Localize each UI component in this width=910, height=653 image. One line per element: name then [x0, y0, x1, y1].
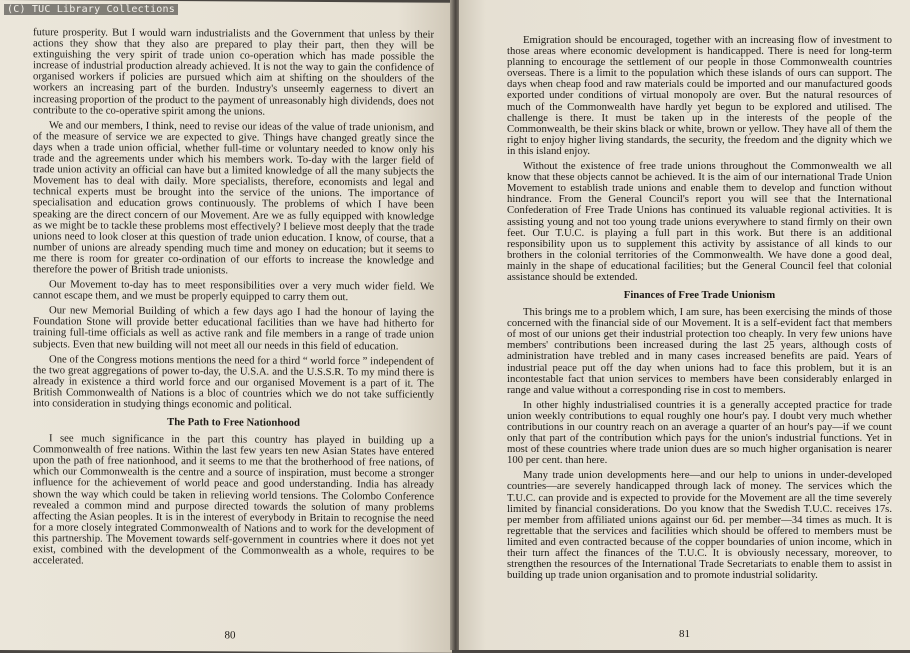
left-paragraph-5: One of the Congress motions mentions the need for a third “ world force ” independent of the two great aggregations of power to-day, the U.S.A. and the U.S.S.R. To my mind there is already in existence a third world force and our organised Movement is a part of it. The British Commonwealth of Nations is a bloc of countries which we do not take sufficiently into consideration in studying things economic and political. — [33, 352, 434, 411]
watermark: (C) TUC Library Collections — [4, 4, 178, 15]
right-page-number: 81 — [679, 628, 690, 640]
left-section-heading: The Path to Free Nationhood — [167, 416, 300, 429]
right-paragraph-5: Many trade union developments here—and our help to unions in under-developed countries—are severely handicapped through lack of money. The services which the T.U.C. can provide and is expected to provide for the Movement are all the time severely limited by financial considerations. Do you know that the Swedish T.U.C. receives 17s. per member from affiliated unions against our 6d. per member—34 times as much. It is regrettable that the services and facilities which should be offered to members must be limited and even contracted because of the copper boundaries of union income, which in their turn affect the finances of the T.U.C. It is obviously necessary, moreover, to strengthen the resources of the International Trade Secretariats to enable them to assist in building up trade union organisation and to promote industrial solidarity. — [507, 469, 892, 582]
left-page-number: 80 — [224, 629, 236, 642]
left-paragraph-6: I see much significance in the part this country has played in building up a Commonwealth of free nations. Within the last few years ten new Asian States have entered upon the path of free nationhood, and it seems to me that the brotherhood of free nations, of which our Commonwealth is the centre and a source of inspiration, must become a stronger influence for the achievement of world peace and good understanding. India has already shown the way which could be taken in relieving world tensions. The Colombo Conference revealed a common mind and purpose directed towards the solution of many problems affecting the Asian peoples. It is in the interest of everybody in Britain to recognise the need for a more closely integrated Commonwealth of Nations and to work for the development of this partnership. The Movement towards self-government in countries where it does not yet exist, combined with the development of the Commonwealth as a whole, requires to be accelerated. — [33, 432, 434, 567]
left-paragraph-2: We and our members, I think, need to revise our ideas of the value of trade unionism, and of the measure of service we are expected to give. Things have changed greatly since the days when a trade union official, whether full-time or voluntary needed to know only his trade and the agreements under which his members work. To-day with the larger field of trade union activity an official can have but a limited knowledge of all the many subjects the Movement has to deal with daily. More specialists, therefore, economists and legal and technical experts must be brought into the service of the unions. The importance of specialisation and education grows continuously. The problems of which I have been speaking are the direct concern of our Movement. Are we as fully equipped with knowledge as we might be to tackle these problems most effectively? I believe most deeply that the trade unions need to look closer at this question of trade union education. I know, of course, that a number of unions are already spending much time and money on education; but it seems to me there is room for greater co-ordination of our efforts to increase the knowledge and therefore the power of British trade unionists. — [33, 119, 434, 277]
left-paragraph-3: Our Movement to-day has to meet responsibilities over a very much wider field. We cannot escape them, and we must be properly equipped to carry them out. — [33, 278, 434, 304]
left-paragraph-1: future prosperity. But I would warn industrialists and the Government that unless by their actions they show that they also are prepared to play their part, then they will be extinguishing the very spirit of trade union co-operation which has made possible the increase of industrial production already achieved. It is not the way to gain the confidence of organised workers if policies are pursued which aim at shifting on the shoulders of the workers an increasing part of the burden. Industry's unseemly eagerness to divert an increasing proportion of the product to the payment of unreasonably high dividends, does not contribute to the co-operative spirit among the unions. — [33, 26, 434, 118]
left-page — [0, 0, 452, 653]
right-paragraph-3: This brings me to a problem which, I am sure, has been exercising the minds of those concerned with the financial side of our Movement. It is a self-evident fact that members of most of our unions get their industrial protection too cheaply. In very few unions have members' contributions been increased during the last 25 years, although costs of administration have trebled and in many cases increased benefits are paid. Years of industrial peace put off the day when unions had to face this problem, but it is an incontestable fact that union services to members have been considerably enlarged in range and value without a corresponding rise in cost to members. — [507, 306, 892, 396]
right-page — [459, 0, 910, 650]
right-paragraph-2: Without the existence of free trade unions throughout the Commonwealth we all know that these objects cannot be achieved. It is the aim of our international Trade Union Movement to establish trade unions and enable them to develop and function without hindrance. From the General Council's report you will see that the International Confederation of Free Trade Unions has continued its valuable regional activities. It is assisting young and not too young trade unions everywhere to stand firmly on their own feet. Our T.U.C. is playing a full part in this work. But there is an additional responsibility upon us to supplement this activity by assistance of all kinds to our brothers in the colonial territories of the Commonwealth. We have done a good deal, mainly in the shape of educational facilities; but the General Council feel that colonial assistance should be extended. — [507, 160, 892, 283]
right-paragraph-1: Emigration should be encouraged, together with an increasing flow of investment to those areas where economic development is handicapped. There is need for long-term planning to encourage the settlement of our people in those Commonwealth countries overseas. There is a limit to the population which these islands of ours can support. The days when cheap food and raw materials could be imported and our manufactured goods exported under conditions of virtual monopoly are over. But the natural resources of much of the Commonwealth have hardly yet begun to be explored and utilised. The challenge is there. It must be taken up in the interests of the people of the Commonwealth, be their skins black or white, brown or yellow. They have all of them the right to enjoy higher living standards, the security, the freedom and the dignity which we in this island enjoy. — [507, 34, 892, 157]
left-paragraph-4: Our new Memorial Building of which a few days ago I had the honour of laying the Foundation Stone will provide better educational facilities than we have had hitherto for training full-time officials as well as active rank and file members in a range of trade union subjects. Even that new building will not meet all our needs in this field of education. — [33, 304, 434, 352]
right-paragraph-4: In other highly industrialised countries it is a generally accepted practice for trade union weekly contributions to equal roughly one hour's pay. I doubt very much whether contributions in our country reach on an average a quarter of an hour's pay—if we count only that part of the contribution which pays for the union's industrial functions. Yet in most of these countries where trade union dues are so much higher organisation is nearer 100 per cent. than here. — [507, 398, 892, 467]
right-section-heading: Finances of Free Trade Unionism — [623, 289, 776, 302]
